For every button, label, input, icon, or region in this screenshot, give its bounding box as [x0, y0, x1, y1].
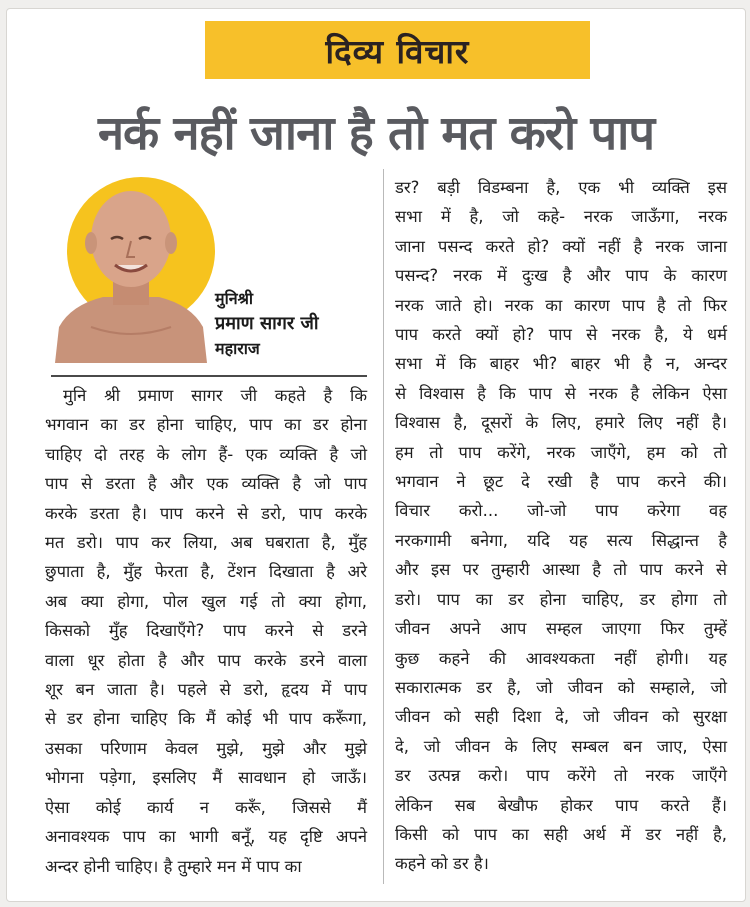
- section-label: दिव्य विचार: [325, 31, 470, 71]
- column-divider: [383, 169, 384, 884]
- article-line: उसका परिणाम केवल मुझे, मुझे और मुझे: [45, 738, 367, 758]
- article-line: जाना पसन्द करते हो? क्यों नहीं है नरक जाना: [395, 236, 727, 256]
- article-line: चाहिए दो तरह के लोग हैं- एक व्यक्ति है जो: [45, 444, 367, 464]
- article-line: सभा में है, जो कहे- नरक जाऊँगा, नरक: [395, 207, 727, 227]
- article-line: डरो। पाप का डर होना चाहिए, डर होगा तो: [395, 589, 727, 609]
- article-line: शूर बन जाता है। पहले से डरो, हृदय में पाप: [45, 680, 367, 700]
- article-line: पाप करते क्यों हो? पाप से नरक है, ये धर्म: [395, 325, 727, 345]
- article-line: अन्दर होनी चाहिए। है तुम्हारे मन में पाप का: [45, 856, 302, 876]
- article-line: कहने को डर है।: [395, 854, 489, 874]
- section-banner: [205, 21, 590, 79]
- article-line: कुछ कहने की आवश्यकता नहीं होगी। यह: [395, 648, 727, 668]
- article-line: अब क्या होगा, पोल खुल गई तो क्या होगा,: [45, 591, 367, 611]
- article-line: नरकगामी बनेगा, यदि यह सत्य सिद्धान्त है: [395, 530, 727, 550]
- byline-divider: [51, 375, 367, 377]
- article-line: भगवान ने छूट दे रखी है पाप करने की।: [395, 472, 727, 492]
- article-line: पसन्द? नरक में दुःख है और पाप के कारण: [395, 266, 727, 286]
- article-line: पाप से डरता है और एक व्यक्ति है जो पाप: [45, 474, 367, 494]
- article-line: हम तो पाप करेंगे, नरक जाएँगे, हम को तो: [395, 442, 727, 462]
- article-line: मत डरो। पाप कर लिया, अब घबराता है, मुँह: [45, 533, 367, 553]
- article-line: लेकिन सब बेखौफ होकर पाप करते हैं।: [395, 795, 727, 815]
- article-line: करके डरता है। पाप करने से डरो, पाप करके: [45, 503, 367, 523]
- newspaper-clipping: [6, 8, 746, 902]
- article-line: डर? बड़ी विडम्बना है, एक भी व्यक्ति इस: [395, 178, 727, 197]
- article-line: ऐसा कोई कार्य न करूँ, जिससे मैं: [45, 797, 367, 817]
- article-line: विश्वास है, दूसरों के लिए, हमारे लिए नहीं है।: [395, 413, 727, 433]
- article-line: दे, जो जीवन के लिए सम्बल बन जाए, ऐसा: [395, 736, 727, 756]
- article-line: और इस पर तुम्हारी आस्था है तो पाप करने से: [395, 560, 727, 580]
- article-line: छुपाता है, मुँह फेरता है, टेंशन दिखाता है अरे: [45, 562, 367, 582]
- article-line: से विश्वास है कि पाप से नरक है लेकिन ऐसा: [395, 383, 727, 403]
- article-line: से डर होना चाहिए कि मैं कोई भी पाप करूँगा,: [45, 709, 367, 729]
- author-byline: [215, 287, 319, 361]
- article-line: जीवन अपने आप सम्हल जाएगा फिर तुम्हें: [395, 619, 727, 639]
- article-line: नरक जाते हो। नरक का कारण पाप है तो फिर: [395, 295, 727, 315]
- article-line: जीवन को सही दिशा दे, जो जीवन को सुरक्षा: [395, 707, 727, 727]
- article-line: मुनि श्री प्रमाण सागर जी कहते है कि: [63, 386, 367, 405]
- article-line: विचार करो... जो-जो पाप करेगा वह: [395, 501, 727, 521]
- headline: नर्क नहीं जाना है तो मत करो पाप: [97, 106, 655, 161]
- author-title: मुनिश्री: [215, 289, 254, 308]
- article-line: वाला धूर होता है और पाप करके डरने वाला: [45, 650, 367, 670]
- article-column-right: [395, 173, 727, 879]
- article-column-left: [45, 381, 367, 881]
- article-line: अनावश्यक पाप का भागी बनूँ, यह दृष्टि अपने: [45, 827, 367, 847]
- article-line: सभा में कि बाहर भी? बाहर भी है न, अन्दर: [395, 354, 727, 374]
- article-line: किसको मुँह दिखाएँगे? पाप करने से डरने: [45, 621, 367, 641]
- author-suffix: महाराज: [215, 339, 260, 358]
- article-line: भोगना पड़ेगा, इसलिए मैं सावधान हो जाऊँ।: [45, 768, 367, 788]
- author-name: प्रमाण सागर जी: [215, 313, 319, 334]
- portrait-photo: [51, 177, 211, 363]
- article-line: डर उत्पन्न करो। पाप करेंगे तो नरक जाएँगे: [395, 766, 727, 786]
- article-line: किसी को पाप का सही अर्थ में डर नहीं है,: [395, 824, 727, 844]
- article-line: सकारात्मक डर है, जो जीवन को सम्हाले, जो: [395, 677, 727, 697]
- article-line: भगवान का डर होना चाहिए, पाप का डर होना: [45, 415, 367, 435]
